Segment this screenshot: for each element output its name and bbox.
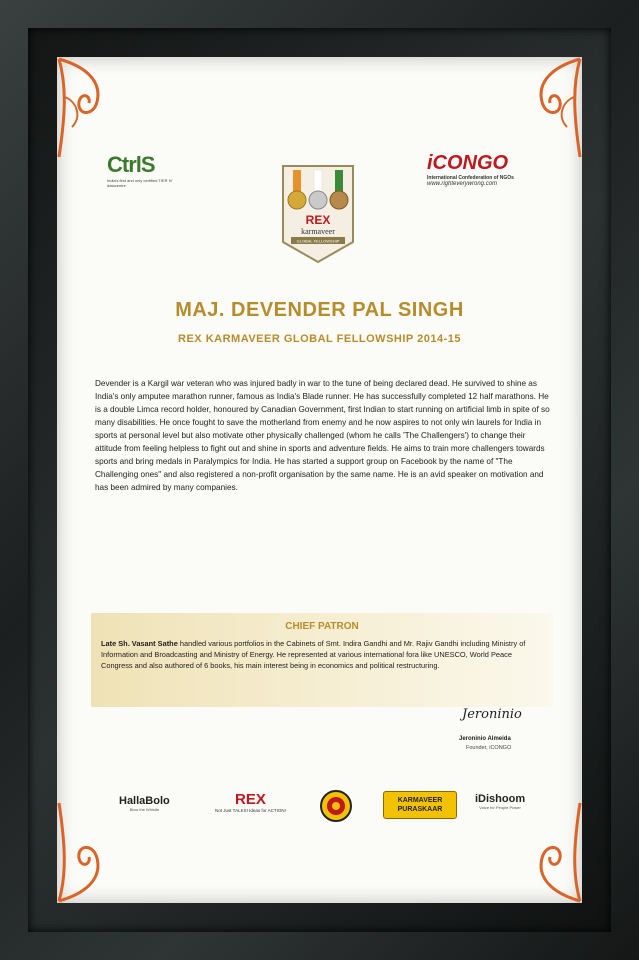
ctrls-logo <box>107 152 187 188</box>
ctrls-tagline: India's first and only certified TIER IV datacentre <box>107 178 173 188</box>
hallabolo-tagline: Blow the Whistle <box>129 807 160 812</box>
chief-patron-name: Late Sh. Vasant Sathe <box>101 639 178 648</box>
icongo-name: iCONGO <box>427 152 509 174</box>
hallabolo-name: HallaBolo <box>119 795 170 807</box>
chief-patron-box <box>91 613 553 707</box>
top-right-ornament-icon <box>522 57 582 167</box>
badge-name: karmaveer <box>301 227 335 236</box>
karmaveer-puraskaar-logo <box>383 791 457 819</box>
ctrls-name: CtrlS <box>107 152 155 177</box>
badge-brand: REX <box>305 213 331 227</box>
hallabolo-logo <box>119 795 170 812</box>
chief-patron-heading: CHIEF PATRON <box>285 621 359 632</box>
signature: Jeroninio <box>462 707 522 722</box>
sponsor-logos <box>57 785 582 825</box>
badge-ribbon: GLOBAL FELLOWSHIP <box>296 238 340 244</box>
icongo-url: www.righteverywrong.com <box>427 181 498 187</box>
icongo-logo <box>427 152 557 187</box>
award-title: REX KARMAVEER GLOBAL FELLOWSHIP 2014-15 <box>178 333 461 345</box>
idishoom-name: iDishoom <box>475 793 526 805</box>
icongo-tagline: International Confederation of NGOs <box>427 175 514 181</box>
certificate-paper <box>57 57 582 903</box>
chief-patron-description: handled various portfolios in the Cabinets of Smt. Indira Gandhi and Mr. Rajiv Gandhi including Ministry of Information and Broadcasting and Ministry of Energy. He represented at various international fora like UNESCO, World Peace Congress and also authored of 6 books, his main interest being in economics and political restructuring. <box>101 639 526 670</box>
rex-karmaveer-badge <box>279 162 357 265</box>
top-left-ornament-icon <box>57 57 117 167</box>
rex-tagline: Not Just TALKS! Ideas for ACTION! <box>215 808 286 813</box>
signatory-name: Jeroninio Almeida <box>459 736 511 742</box>
recipient-name: MAJ. DEVENDER PAL SINGH <box>175 299 464 321</box>
signatory-role: Founder, iCONGO <box>466 745 512 751</box>
rex-name: REX <box>235 791 266 808</box>
karmaveer-line1: KARMAVEER <box>397 797 443 804</box>
idishoom-tagline: Voice for People Power <box>479 805 521 810</box>
chief-patron-text <box>91 632 553 671</box>
emblem-icon <box>319 789 353 823</box>
karmaveer-line2: PURASKAAR <box>397 806 443 813</box>
rex-logo <box>215 791 286 813</box>
recipient-bio: Devender is a Kargil war veteran who was injured badly in war to the tune of being declared dead. He survived to shine as India's only amputee marathon runner, famous as India's Blade runner. He has successfully completed 12 half marathons. He is a double Limca record holder, honoured by Canadian Government, first Indian to start running on artificial limb in spite of so many disabilities. He once fought to save the motherland from enemy and he now aspires to not only win laurels for India in sports at personal level but also motivate other physically challenged (whom he calls 'The Challengers') to change their attitude from feeling helpless to fight out and shine in sports and adventure fields. He aims to train more challengers towards sports and bring medals in Paralympics for India. He has started a support group on Facebook by the name of "The Challenging ones" and also registered a non-profit organisation by the same name. He is an avid speaker on motivation and has been admired by many companies. <box>95 379 550 492</box>
idishoom-logo <box>475 793 525 810</box>
